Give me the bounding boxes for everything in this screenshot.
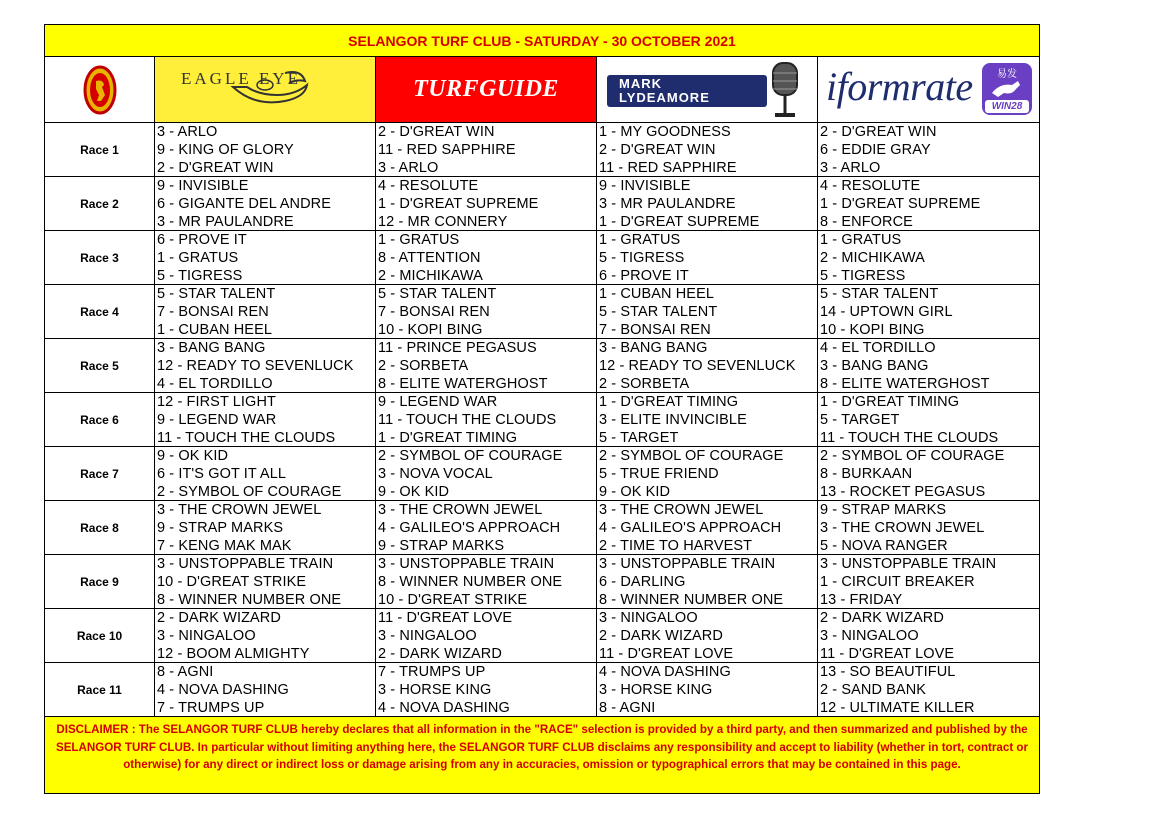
horse-pick: 6 - DARLING [599, 574, 686, 590]
horse-pick: 5 - STAR TALENT [378, 286, 497, 302]
horse-pick: 7 - BONSAI REN [599, 322, 711, 338]
horse-pick: 1 - CUBAN HEEL [157, 322, 273, 338]
horse-pick: 3 - BANG BANG [820, 358, 929, 374]
tipster-picks-cell [818, 609, 1039, 662]
race-row [45, 609, 1039, 663]
horse-pick: 5 - STAR TALENT [599, 304, 718, 320]
horse-pick: 2 - SAND BANK [820, 682, 927, 698]
horse-pick: 7 - TRUMPS UP [157, 700, 265, 716]
horse-pick: 8 - AGNI [157, 664, 214, 680]
horse-pick: 1 - D'GREAT TIMING [820, 394, 960, 410]
horse-pick: 5 - TARGET [599, 430, 679, 446]
tipster-picks-cell [155, 285, 376, 338]
race-row [45, 123, 1039, 177]
tipster-picks-cell [597, 393, 818, 446]
horse-pick: 9 - LEGEND WAR [157, 412, 277, 428]
horse-pick: 9 - INVISIBLE [157, 178, 249, 194]
horse-pick: 10 - KOPI BING [378, 322, 483, 338]
tipster-picks-cell [818, 231, 1039, 284]
race-label: Race 8 [45, 501, 155, 554]
tipster-picks-cell [155, 555, 376, 608]
horse-pick: 12 - ULTIMATE KILLER [820, 700, 975, 716]
tipster-picks-cell [155, 231, 376, 284]
horse-pick: 4 - GALILEO'S APPROACH [599, 520, 782, 536]
horse-pick: 11 - RED SAPPHIRE [378, 142, 516, 158]
horse-pick: 9 - STRAP MARKS [157, 520, 284, 536]
horse-pick: 6 - PROVE IT [157, 232, 247, 248]
race-row [45, 393, 1039, 447]
horse-pick: 6 - EDDIE GRAY [820, 142, 931, 158]
horse-pick: 7 - BONSAI REN [157, 304, 269, 320]
horse-pick: 2 - D'GREAT WIN [157, 160, 274, 176]
horse-pick: 9 - OK KID [157, 448, 229, 464]
race-label: Race 5 [45, 339, 155, 392]
horse-pick: 11 - D'GREAT LOVE [378, 610, 513, 626]
race-row [45, 663, 1039, 717]
horse-pick: 14 - UPTOWN GIRL [820, 304, 953, 320]
horse-pick: 4 - GALILEO'S APPROACH [378, 520, 561, 536]
horse-pick: 1 - D'GREAT SUPREME [378, 196, 539, 212]
race-row [45, 555, 1039, 609]
horse-pick: 9 - OK KID [378, 484, 450, 500]
horse-pick: 3 - UNSTOPPABLE TRAIN [378, 556, 555, 572]
tipster-picks-cell [597, 555, 818, 608]
horse-pick: 4 - NOVA DASHING [599, 664, 731, 680]
horse-pick: 1 - GRATUS [820, 232, 902, 248]
tipster-picks-cell [376, 663, 597, 716]
horse-pick: 6 - PROVE IT [599, 268, 689, 284]
horse-pick: 8 - WINNER NUMBER ONE [599, 592, 784, 608]
tipster-picks-cell [597, 663, 818, 716]
horse-pick: 2 - SYMBOL OF COURAGE [599, 448, 784, 464]
horse-pick: 2 - D'GREAT WIN [599, 142, 716, 158]
horse-pick: 3 - HORSE KING [378, 682, 492, 698]
horse-pick: 2 - SYMBOL OF COURAGE [820, 448, 1005, 464]
race-row [45, 177, 1039, 231]
tipster-picks-cell [818, 285, 1039, 338]
horse-pick: 2 - DARK WIZARD [157, 610, 281, 626]
horse-pick: 1 - D'GREAT TIMING [599, 394, 739, 410]
horse-pick: 4 - RESOLUTE [820, 178, 921, 194]
horse-pick: 2 - DARK WIZARD [820, 610, 944, 626]
horse-pick: 1 - D'GREAT TIMING [378, 430, 518, 446]
horse-pick: 5 - TIGRESS [820, 268, 906, 284]
horse-pick: 9 - LEGEND WAR [378, 394, 498, 410]
race-row [45, 501, 1039, 555]
tipster-picks-cell [376, 447, 597, 500]
horse-pick: 3 - ARLO [378, 160, 439, 176]
horse-pick: 10 - D'GREAT STRIKE [157, 574, 307, 590]
tipster-picks-cell [597, 501, 818, 554]
club-crest-icon [83, 65, 117, 115]
horse-pick: 13 - ROCKET PEGASUS [820, 484, 986, 500]
horse-pick: 11 - RED SAPPHIRE [599, 160, 737, 176]
race-label: Race 7 [45, 447, 155, 500]
eagle-eye-logo-text: EAGLE EYE [181, 69, 302, 88]
horse-pick: 3 - THE CROWN JEWEL [599, 502, 764, 518]
horse-pick: 5 - TRUE FRIEND [599, 466, 719, 482]
tipster-picks-cell [376, 609, 597, 662]
horse-pick: 3 - UNSTOPPABLE TRAIN [820, 556, 997, 572]
tipster-picks-cell [818, 555, 1039, 608]
race-label: Race 9 [45, 555, 155, 608]
horse-pick: 9 - OK KID [599, 484, 671, 500]
tipster-picks-cell [597, 285, 818, 338]
horse-pick: 9 - STRAP MARKS [820, 502, 947, 518]
tipster-picks-cell [155, 393, 376, 446]
horse-pick: 8 - WINNER NUMBER ONE [378, 574, 563, 590]
horse-pick: 10 - KOPI BING [820, 322, 925, 338]
race-row [45, 231, 1039, 285]
horse-pick: 12 - MR CONNERY [378, 214, 508, 230]
horse-pick: 2 - SYMBOL OF COURAGE [157, 484, 342, 500]
horse-pick: 8 - WINNER NUMBER ONE [157, 592, 342, 608]
horse-pick: 2 - TIME TO HARVEST [599, 538, 753, 554]
selection-sheet [44, 24, 1040, 794]
horse-pick: 1 - D'GREAT SUPREME [599, 214, 760, 230]
horse-pick: 11 - TOUCH THE CLOUDS [378, 412, 557, 428]
horse-pick: 1 - GRATUS [378, 232, 460, 248]
horse-pick: 11 - D'GREAT LOVE [599, 646, 734, 662]
horse-pick: 5 - TIGRESS [599, 250, 685, 266]
horse-icon [982, 77, 1032, 99]
iformrate-logo-text: iformrate [826, 64, 973, 109]
mark-lydeamore-line2: LYDEAMORE [619, 90, 710, 105]
tipster-picks-cell [376, 501, 597, 554]
tipster-picks-cell [597, 123, 818, 176]
horse-pick: 8 - ELITE WATERGHOST [378, 376, 548, 392]
horse-pick: 8 - BURKAAN [820, 466, 913, 482]
win28-chinese-text: 易发 [997, 69, 1017, 80]
horse-pick: 8 - AGNI [599, 700, 656, 716]
horse-pick: 3 - BANG BANG [599, 340, 708, 356]
horse-pick: 3 - THE CROWN JEWEL [157, 502, 322, 518]
horse-pick: 2 - SORBETA [599, 376, 690, 392]
horse-pick: 3 - MR PAULANDRE [157, 214, 294, 230]
horse-pick: 3 - UNSTOPPABLE TRAIN [157, 556, 334, 572]
horse-pick: 9 - INVISIBLE [599, 178, 691, 194]
horse-pick: 11 - D'GREAT LOVE [820, 646, 955, 662]
tipster-picks-cell [376, 555, 597, 608]
horse-pick: 3 - NOVA VOCAL [378, 466, 493, 482]
turfguide-logo-text: TURFGUIDE [413, 76, 559, 102]
horse-pick: 6 - GIGANTE DEL ANDRE [157, 196, 331, 212]
horse-pick: 2 - SORBETA [378, 358, 469, 374]
race-selection-table [45, 123, 1039, 717]
horse-pick: 2 - MICHIKAWA [820, 250, 925, 266]
tipster-picks-cell [818, 339, 1039, 392]
horse-pick: 13 - FRIDAY [820, 592, 903, 608]
tipster-picks-cell [155, 447, 376, 500]
horse-pick: 1 - D'GREAT SUPREME [820, 196, 981, 212]
horse-pick: 12 - FIRST LIGHT [157, 394, 276, 410]
mark-lydeamore-line1: MARK [619, 76, 662, 91]
horse-pick: 2 - DARK WIZARD [599, 628, 723, 644]
horse-pick: 4 - NOVA DASHING [157, 682, 289, 698]
horse-pick: 11 - TOUCH THE CLOUDS [157, 430, 336, 446]
race-label: Race 6 [45, 393, 155, 446]
eagle-icon [155, 57, 376, 122]
horse-pick: 3 - NINGALOO [820, 628, 919, 644]
horse-pick: 4 - NOVA DASHING [378, 700, 510, 716]
microphone-icon [759, 59, 809, 121]
horse-pick: 4 - EL TORDILLO [157, 376, 273, 392]
tipster-logo-row [45, 57, 1039, 123]
tipster-picks-cell [818, 501, 1039, 554]
tipster-picks-cell [597, 447, 818, 500]
horse-pick: 5 - STAR TALENT [820, 286, 939, 302]
horse-pick: 8 - ELITE WATERGHOST [820, 376, 990, 392]
tipster-picks-cell [376, 231, 597, 284]
tipster-picks-cell [597, 177, 818, 230]
horse-pick: 3 - ARLO [157, 124, 218, 140]
tipster-picks-cell [155, 177, 376, 230]
horse-pick: 5 - TIGRESS [157, 268, 243, 284]
race-row [45, 339, 1039, 393]
race-label: Race 1 [45, 123, 155, 176]
horse-pick: 3 - THE CROWN JEWEL [378, 502, 543, 518]
horse-pick: 3 - ARLO [820, 160, 881, 176]
horse-pick: 2 - DARK WIZARD [378, 646, 502, 662]
tipster-picks-cell [818, 393, 1039, 446]
race-label: Race 3 [45, 231, 155, 284]
horse-pick: 12 - READY TO SEVENLUCK [599, 358, 796, 374]
horse-pick: 7 - TRUMPS UP [378, 664, 486, 680]
horse-pick: 2 - D'GREAT WIN [820, 124, 937, 140]
mark-lydeamore-logo-cell [597, 57, 818, 122]
horse-pick: 5 - STAR TALENT [157, 286, 276, 302]
tipster-picks-cell [597, 231, 818, 284]
horse-pick: 1 - CIRCUIT BREAKER [820, 574, 975, 590]
horse-pick: 3 - HORSE KING [599, 682, 713, 698]
iformrate-logo-cell [818, 57, 1039, 122]
horse-pick: 10 - D'GREAT STRIKE [378, 592, 528, 608]
horse-pick: 3 - UNSTOPPABLE TRAIN [599, 556, 776, 572]
horse-pick: 3 - NINGALOO [157, 628, 256, 644]
tipster-picks-cell [376, 177, 597, 230]
tipster-picks-cell [155, 609, 376, 662]
race-label: Race 10 [45, 609, 155, 662]
tipster-picks-cell [155, 501, 376, 554]
horse-pick: 9 - STRAP MARKS [378, 538, 505, 554]
horse-pick: 1 - CUBAN HEEL [599, 286, 715, 302]
race-label: Race 2 [45, 177, 155, 230]
horse-pick: 8 - ATTENTION [378, 250, 481, 266]
tipster-picks-cell [155, 123, 376, 176]
tipster-picks-cell [155, 339, 376, 392]
horse-pick: 1 - GRATUS [599, 232, 681, 248]
horse-pick: 7 - BONSAI REN [378, 304, 490, 320]
horse-pick: 3 - NINGALOO [599, 610, 698, 626]
horse-pick: 9 - KING OF GLORY [157, 142, 294, 158]
horse-pick: 3 - NINGALOO [378, 628, 477, 644]
tipster-picks-cell [376, 123, 597, 176]
tipster-picks-cell [818, 123, 1039, 176]
disclaimer: DISCLAIMER : The SELANGOR TURF CLUB hereby declares that all information in the "RACE" selection is provided by a third party, and then summarized and published by the SELANGOR TURF CLUB. In particular without limiting anything here, the SELANGOR TURF CLUB disclaims any responsibility and accept to liability (whether in tort, contract or otherwise) for any direct or indirect loss or damage arising from any in accuracies, omission or typographical errors that may be contained in this page. [45, 717, 1039, 793]
turfguide-logo-cell [376, 57, 597, 122]
horse-pick: 3 - BANG BANG [157, 340, 266, 356]
horse-pick: 11 - PRINCE PEGASUS [378, 340, 537, 356]
horse-pick: 2 - D'GREAT WIN [378, 124, 495, 140]
page-title: SELANGOR TURF CLUB - SATURDAY - 30 OCTOBER 2021 [45, 25, 1039, 57]
tipster-picks-cell [376, 285, 597, 338]
horse-pick: 13 - SO BEAUTIFUL [820, 664, 956, 680]
tipster-picks-cell [376, 393, 597, 446]
tipster-picks-cell [818, 447, 1039, 500]
horse-pick: 1 - MY GOODNESS [599, 124, 731, 140]
race-row [45, 447, 1039, 501]
race-label: Race 11 [45, 663, 155, 716]
horse-pick: 5 - NOVA RANGER [820, 538, 948, 554]
tipster-picks-cell [376, 339, 597, 392]
horse-pick: 6 - IT'S GOT IT ALL [157, 466, 287, 482]
horse-pick: 12 - READY TO SEVENLUCK [157, 358, 354, 374]
horse-pick: 3 - MR PAULANDRE [599, 196, 736, 212]
horse-pick: 3 - THE CROWN JEWEL [820, 520, 985, 536]
race-row [45, 285, 1039, 339]
mark-lydeamore-banner [607, 75, 767, 107]
horse-pick: 4 - EL TORDILLO [820, 340, 936, 356]
horse-pick: 5 - TARGET [820, 412, 900, 428]
tipster-picks-cell [155, 663, 376, 716]
horse-pick: 4 - RESOLUTE [378, 178, 479, 194]
club-crest-cell [45, 57, 155, 122]
race-label: Race 4 [45, 285, 155, 338]
tipster-picks-cell [818, 177, 1039, 230]
horse-pick: 7 - KENG MAK MAK [157, 538, 292, 554]
tipster-picks-cell [597, 609, 818, 662]
horse-pick: 2 - SYMBOL OF COURAGE [378, 448, 563, 464]
win28-label: WIN28 [985, 100, 1029, 113]
horse-pick: 12 - BOOM ALMIGHTY [157, 646, 310, 662]
horse-pick: 8 - ENFORCE [820, 214, 913, 230]
horse-pick: 1 - GRATUS [157, 250, 239, 266]
tipster-picks-cell [818, 663, 1039, 716]
horse-pick: 11 - TOUCH THE CLOUDS [820, 430, 999, 446]
win28-badge [982, 63, 1032, 115]
tipster-picks-cell [597, 339, 818, 392]
horse-pick: 3 - ELITE INVINCIBLE [599, 412, 747, 428]
horse-pick: 2 - MICHIKAWA [378, 268, 483, 284]
eagle-eye-logo-cell [155, 57, 376, 122]
